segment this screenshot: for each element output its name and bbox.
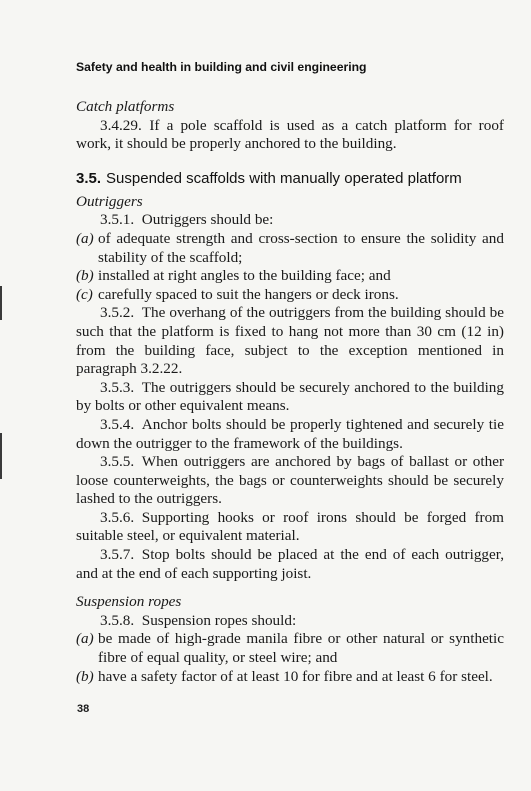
page-content	[76, 60, 504, 686]
running-head: Safety and health in building and civil engineering	[76, 60, 367, 74]
list-item-text: be made of high-grade manila fibre or other natural or synthetic fibre of equal quality, or steel wire; and	[98, 630, 504, 667]
list-item	[76, 267, 504, 286]
list-marker: (b)	[76, 267, 94, 285]
list-marker: (a)	[76, 229, 94, 247]
list-marker: (b)	[76, 667, 94, 685]
section-heading	[76, 170, 504, 188]
list-item-text: installed at right angles to the building face; and	[98, 267, 391, 285]
paragraph-3-5-3: 3.5.3. The outriggers should be securely anchored to the building by bolts or other equivalent means.	[76, 378, 504, 415]
page-edge-mark	[0, 286, 2, 320]
paragraph-3-5-2: 3.5.2. The overhang of the outriggers from the building should be such that the platform is fixed to hang not more than 30 cm (12 in) from the building face, subject to the exception mentioned in paragraph 3.2.22.	[76, 304, 504, 378]
list-marker: (c)	[76, 285, 93, 303]
section-title: Suspended scaffolds with manually operated platform	[106, 169, 462, 187]
list-marker: (a)	[76, 630, 94, 648]
list-item	[76, 630, 504, 667]
subheading-catch-platforms: Catch platforms	[76, 98, 175, 115]
list-item	[76, 286, 504, 305]
paragraph-3-5-4: 3.5.4. Anchor bolts should be properly tightened and securely tie down the outrigger to the framework of the buildings.	[76, 415, 504, 452]
page-number: 38	[77, 703, 90, 715]
list-item	[76, 230, 504, 267]
paragraph-3-5-8: 3.5.8. Suspension ropes should:	[100, 611, 297, 629]
paragraph-3-4-29: 3.4.29. If a pole scaffold is used as a catch platform for roof work, it should be properly anchored to the building.	[76, 116, 504, 153]
list-item-text: of adequate strength and cross-section to ensure the solidity and stability of the scaffold;	[98, 229, 504, 266]
paragraph-3-5-7: 3.5.7. Stop bolts should be placed at the end of each outrigger, and at the end of each supporting joist.	[76, 546, 504, 582]
paragraph-3-5-6: 3.5.6. Supporting hooks or roof irons should be forged from suitable steel, or equivalent material.	[76, 508, 504, 545]
section-number: 3.5.	[76, 169, 102, 187]
paragraph-3-5-1: 3.5.1. Outriggers should be:	[100, 211, 274, 229]
subheading-suspension-ropes: Suspension ropes	[76, 593, 182, 611]
list-item-text: have a safety factor of at least 10 for fibre and at least 6 for steel.	[98, 667, 493, 685]
list-item-text: carefully spaced to suit the hangers or deck irons.	[98, 285, 399, 303]
paragraph-3-5-5: 3.5.5. When outriggers are anchored by bags of ballast or other loose counterweights, the bags or counterweights should be securely lashed to the outriggers.	[76, 453, 504, 508]
subheading-outriggers: Outriggers	[76, 192, 143, 210]
list-item	[76, 668, 504, 687]
page-edge-mark	[0, 433, 2, 479]
